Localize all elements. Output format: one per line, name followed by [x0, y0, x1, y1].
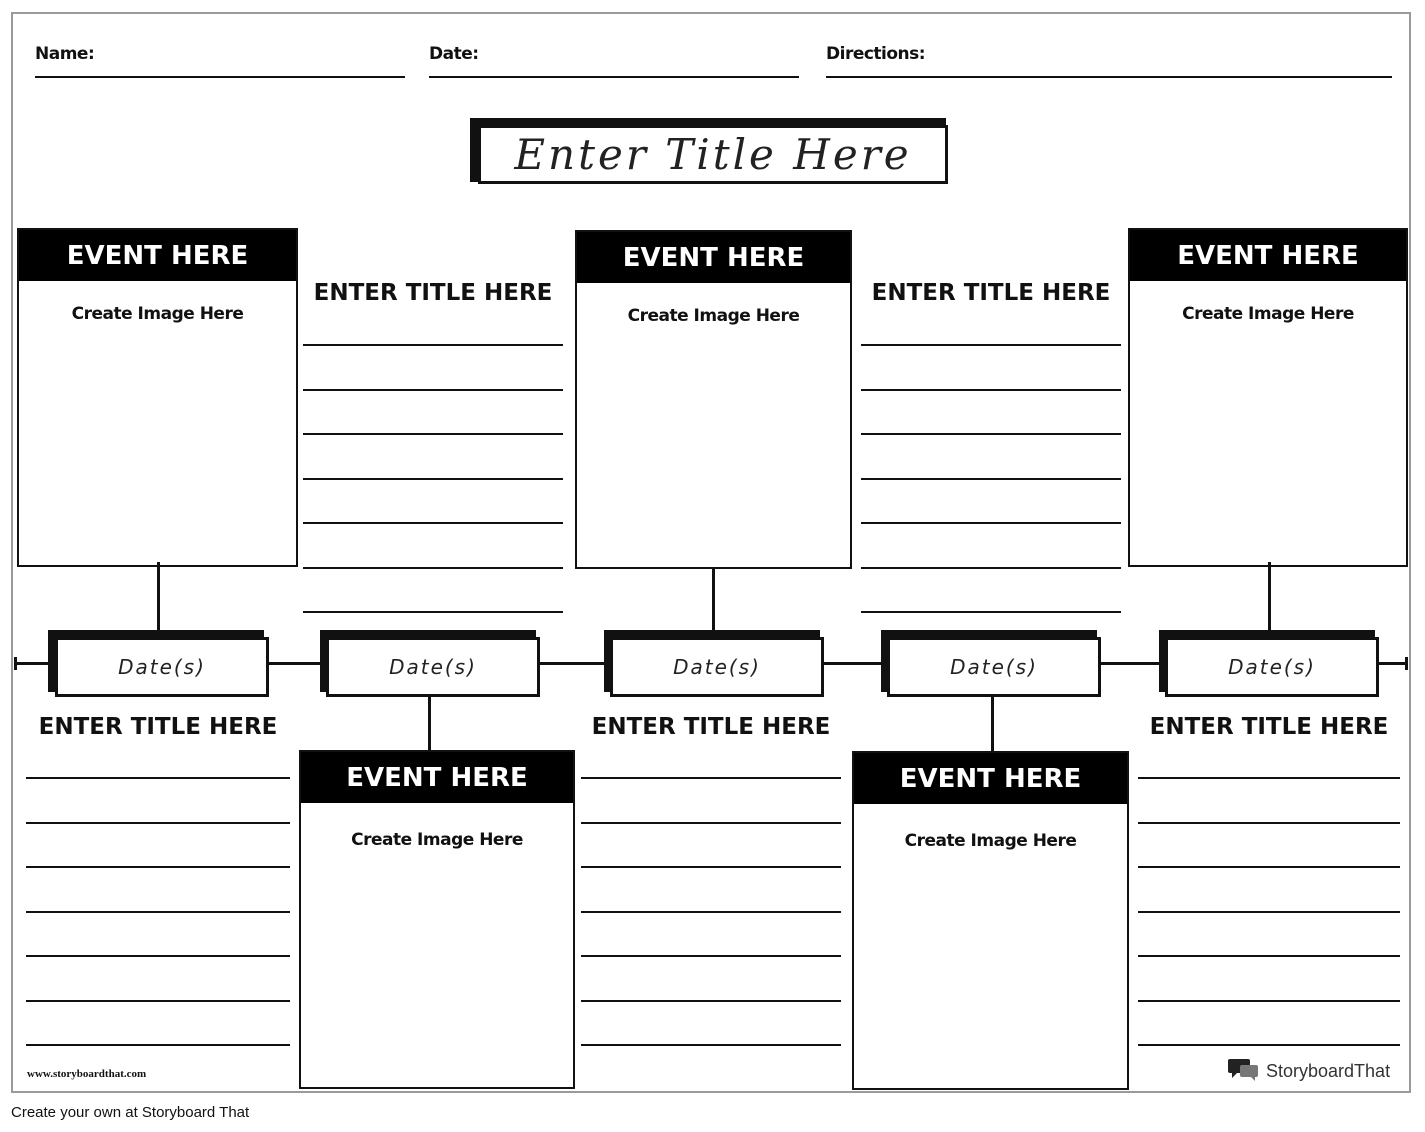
writing-line[interactable] [303, 522, 563, 524]
date-box-3[interactable]: Date(s) [610, 637, 824, 697]
section-title-2[interactable]: ENTER TITLE HERE [313, 280, 553, 306]
section-title-4[interactable]: ENTER TITLE HERE [871, 280, 1111, 306]
speech-bubbles-icon [1228, 1056, 1260, 1087]
event-heading: EVENT HERE [577, 232, 850, 283]
writing-line[interactable] [581, 1044, 841, 1046]
event-heading: EVENT HERE [1130, 230, 1406, 281]
directions-label: Directions: [826, 44, 926, 64]
date-box-4[interactable]: Date(s) [887, 637, 1101, 697]
writing-line[interactable] [581, 866, 841, 868]
connector-3 [712, 569, 715, 632]
writing-line[interactable] [581, 822, 841, 824]
writing-line[interactable] [26, 1000, 290, 1002]
event-heading: EVENT HERE [301, 752, 573, 803]
brand-name: StoryboardThat [1266, 1061, 1391, 1081]
writing-line[interactable] [1138, 777, 1400, 779]
brand-logo [1228, 1056, 1390, 1087]
date-field-line[interactable] [429, 76, 799, 78]
writing-line[interactable] [1138, 866, 1400, 868]
writing-line[interactable] [581, 1000, 841, 1002]
writing-line[interactable] [861, 433, 1121, 435]
date-box-5[interactable]: Date(s) [1165, 637, 1379, 697]
image-placeholder-label: Create Image Here [627, 306, 800, 326]
writing-line[interactable] [303, 389, 563, 391]
event-card-4[interactable] [852, 751, 1129, 1090]
connector-1 [157, 562, 160, 632]
connector-4 [991, 696, 994, 751]
writing-line[interactable] [861, 567, 1121, 569]
writing-line[interactable] [581, 911, 841, 913]
writing-line[interactable] [581, 777, 841, 779]
event-card-1[interactable] [17, 228, 298, 567]
footer-url: www.storyboardthat.com [27, 1068, 147, 1080]
section-title-3[interactable]: ENTER TITLE HERE [591, 714, 831, 740]
writing-line[interactable] [303, 344, 563, 346]
image-placeholder-label: Create Image Here [1182, 304, 1354, 324]
image-placeholder-label: Create Image Here [351, 830, 523, 850]
section-title-1[interactable]: ENTER TITLE HERE [38, 714, 278, 740]
writing-line[interactable] [861, 344, 1121, 346]
section-title-5[interactable]: ENTER TITLE HERE [1149, 714, 1389, 740]
writing-line[interactable] [26, 777, 290, 779]
name-field-line[interactable] [35, 76, 405, 78]
image-placeholder-label: Create Image Here [904, 831, 1077, 851]
timeline-end-tick [1405, 657, 1408, 670]
writing-line[interactable] [861, 611, 1121, 613]
date-label: Date: [429, 44, 479, 64]
writing-line[interactable] [861, 478, 1121, 480]
name-label: Name: [35, 44, 95, 64]
writing-line[interactable] [1138, 911, 1400, 913]
writing-line[interactable] [1138, 1000, 1400, 1002]
writing-line[interactable] [581, 955, 841, 957]
event-heading: EVENT HERE [19, 230, 296, 281]
writing-line[interactable] [26, 911, 290, 913]
writing-line[interactable] [861, 389, 1121, 391]
writing-line[interactable] [1138, 1044, 1400, 1046]
image-placeholder-label: Create Image Here [71, 304, 244, 324]
writing-line[interactable] [1138, 955, 1400, 957]
directions-field-line[interactable] [826, 76, 1392, 78]
writing-line[interactable] [303, 567, 563, 569]
writing-line[interactable] [26, 955, 290, 957]
event-card-3[interactable] [575, 230, 852, 569]
writing-line[interactable] [303, 478, 563, 480]
create-your-own-link[interactable]: Create your own at Storyboard That [11, 1104, 250, 1121]
page-title[interactable]: Enter Title Here [478, 125, 948, 184]
writing-line[interactable] [861, 522, 1121, 524]
writing-line[interactable] [303, 433, 563, 435]
event-card-5[interactable] [1128, 228, 1408, 567]
writing-line[interactable] [1138, 822, 1400, 824]
date-box-2[interactable]: Date(s) [326, 637, 540, 697]
timeline-start-tick [14, 657, 17, 670]
connector-5 [1268, 562, 1271, 632]
date-box-1[interactable]: Date(s) [55, 637, 269, 697]
writing-line[interactable] [26, 1044, 290, 1046]
writing-line[interactable] [26, 822, 290, 824]
writing-line[interactable] [26, 866, 290, 868]
connector-2 [428, 696, 431, 750]
event-heading: EVENT HERE [854, 753, 1127, 804]
writing-line[interactable] [303, 611, 563, 613]
event-card-2[interactable] [299, 750, 575, 1089]
